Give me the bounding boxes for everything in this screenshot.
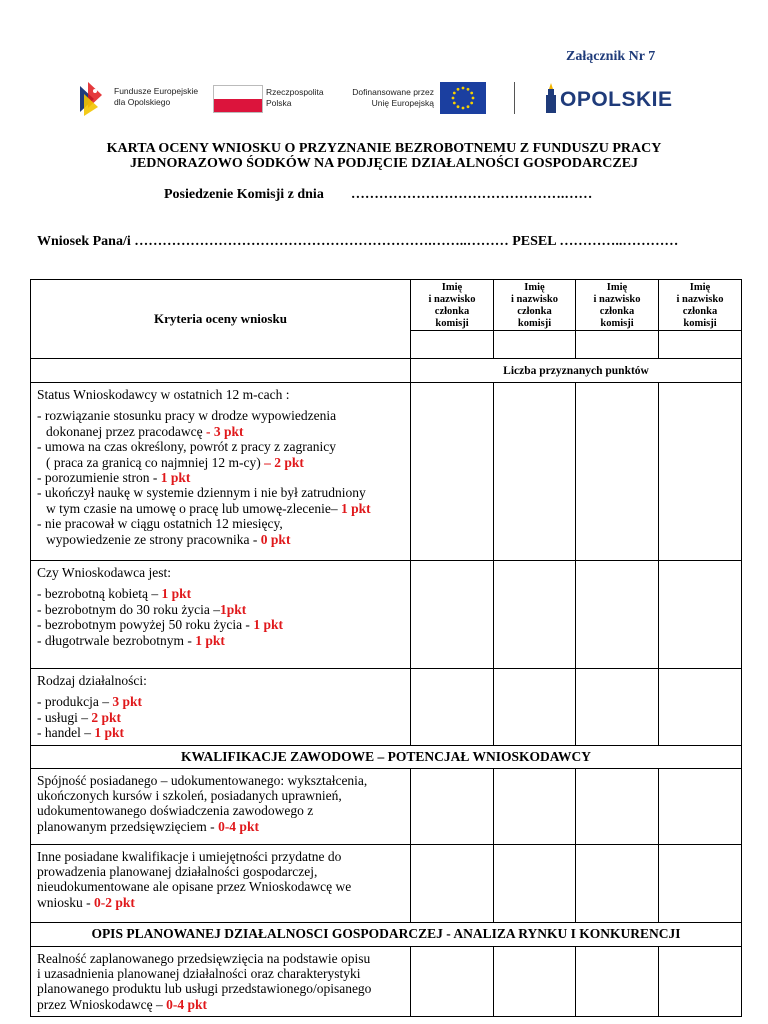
applicant-name-field[interactable]: ……………………………………………………….……..………	[134, 234, 509, 249]
section-qualifications: KWALIFIKACJE ZAWODOWE – POTENCJAŁ WNIOSKODAWCY	[31, 745, 742, 768]
pesel-field[interactable]: …………..…………	[559, 234, 679, 249]
fe-logo-text: Fundusze Europejskie dla Opolskiego	[114, 86, 199, 107]
meeting-date-line	[164, 187, 592, 203]
meeting-label: Posiedzenie Komisji z dnia	[164, 187, 324, 202]
score-cell[interactable]	[576, 768, 659, 844]
score-cell[interactable]	[411, 383, 494, 561]
poland-flag-icon	[213, 85, 263, 113]
score-cell[interactable]	[659, 946, 742, 1017]
score-cell[interactable]	[576, 383, 659, 561]
score-cell[interactable]	[659, 561, 742, 669]
score-cell[interactable]	[494, 561, 576, 669]
score-cell[interactable]	[576, 844, 659, 922]
score-cell[interactable]	[494, 669, 576, 746]
score-cell[interactable]	[411, 669, 494, 746]
application-label: Wniosek Pana/i	[37, 234, 131, 249]
document-title-line2: JEDNORAZOWO ŚODKÓW NA PODJĘCIE DZIAŁALNOŚCI GOSPODARCZEJ	[129, 156, 639, 171]
evaluation-table	[30, 279, 742, 1017]
score-cell[interactable]	[659, 383, 742, 561]
score-cell[interactable]	[576, 561, 659, 669]
score-cell[interactable]	[576, 669, 659, 746]
score-cell[interactable]	[494, 844, 576, 922]
criterion-realism: Realność zaplanowanego przedsięwzięcia na podstawie opisu i uzasadnienia planowanej działalności oraz charakterystyki planowanego produktu lub usługi przedstawionego/opisanego przez Wnioskodawcę – 0-4 pkt	[31, 946, 411, 1017]
member-column-header: Imię i nazwisko członka komisji	[494, 280, 576, 331]
empty-criteria-cell	[31, 359, 411, 383]
application-line	[37, 234, 678, 250]
member-name-cell[interactable]	[659, 331, 742, 359]
meeting-date-field[interactable]: ……………………………………….……	[350, 187, 593, 202]
member-column-header: Imię i nazwisko członka komisji	[659, 280, 742, 331]
criterion-other-qualifications: Inne posiadane kwalifikacje i umiejętności przydatne do prowadzenia planowanej działalności gospodarczej, nieudokumentowane ale opisane przez Wnioskodawcę we wniosku - 0-2 pkt	[31, 844, 411, 922]
logo-separator	[514, 82, 515, 114]
criterion-status: Status Wnioskodawcy w ostatnich 12 m-cach : - rozwiązanie stosunku pracy w drodze wypowiedzenia dokonanej przez pracodawcę - 3 pkt - umowa na czas określony, powrót z pracy z zagranicy ( praca za granicą co najmniej 12 m-cy) – 2 pkt - porozumienie stron - 1 pkt - ukończył naukę w systemie dziennym i nie był zatrudniony w tym czasie na umowę o pracę lub umowę-zlecenie– 1 pkt - nie pracował w ciągu ostatnich 12 miesięcy, wypowiedzenie ze strony pracownika - 0 pkt	[31, 383, 411, 561]
pl-logo-text: Rzeczpospolita Polska	[266, 87, 324, 108]
criteria-header: Kryteria oceny wniosku	[31, 280, 411, 359]
criterion-coherence: Spójność posiadanego – udokumentowanego: wykształcenia, ukończonych kursów i szkoleń, posiadanych uprawnień, udokumentowanego doświadczenia zawodowego z planowanym przedsięwzięciem - 0-4 pkt	[31, 768, 411, 844]
member-name-cell[interactable]	[411, 331, 494, 359]
fundusze-europejskie-logo	[78, 82, 108, 116]
section-business-description: OPIS PLANOWANEJ DZIAŁALNOSCI GOSPODARCZEJ - ANALIZA RYNKU I KONKURENCJI	[31, 922, 742, 946]
points-header: Liczba przyznanych punktów	[411, 359, 742, 383]
document-title-line1: KARTA OCENY WNIOSKU O PRZYZNANIE BEZROBOTNEMU Z FUNDUSZU PRACY	[106, 141, 662, 156]
score-cell[interactable]	[576, 946, 659, 1017]
score-cell[interactable]	[494, 946, 576, 1017]
opolskie-tower-icon	[543, 83, 559, 113]
logo-bar	[78, 80, 693, 118]
pesel-label: PESEL	[512, 234, 556, 249]
score-cell[interactable]	[659, 669, 742, 746]
score-cell[interactable]	[411, 768, 494, 844]
eu-logo-text: Dofinansowane przez Unię Europejską	[352, 87, 434, 108]
score-cell[interactable]	[411, 844, 494, 922]
member-name-cell[interactable]	[576, 331, 659, 359]
attachment-number: Załącznik Nr 7	[566, 49, 656, 64]
criterion-applicant-is: Czy Wnioskodawca jest: - bezrobotną kobietą – 1 pkt - bezrobotnym do 30 roku życia –1pkt - bezrobotnym powyżej 50 roku życia - 1 pkt - długotrwale bezrobotnym - 1 pkt	[31, 561, 411, 669]
score-cell[interactable]	[659, 844, 742, 922]
member-column-header: Imię i nazwisko członka komisji	[411, 280, 494, 331]
score-cell[interactable]	[494, 383, 576, 561]
member-column-header: Imię i nazwisko członka komisji	[576, 280, 659, 331]
member-name-cell[interactable]	[494, 331, 576, 359]
score-cell[interactable]	[411, 946, 494, 1017]
score-cell[interactable]	[659, 768, 742, 844]
score-cell[interactable]	[411, 561, 494, 669]
criterion-activity-type: Rodzaj działalności: - produkcja – 3 pkt - usługi – 2 pkt - handel – 1 pkt	[31, 669, 411, 746]
eu-flag-icon	[440, 82, 486, 114]
opolskie-logo-text: OPOLSKIE	[560, 88, 673, 111]
score-cell[interactable]	[494, 768, 576, 844]
